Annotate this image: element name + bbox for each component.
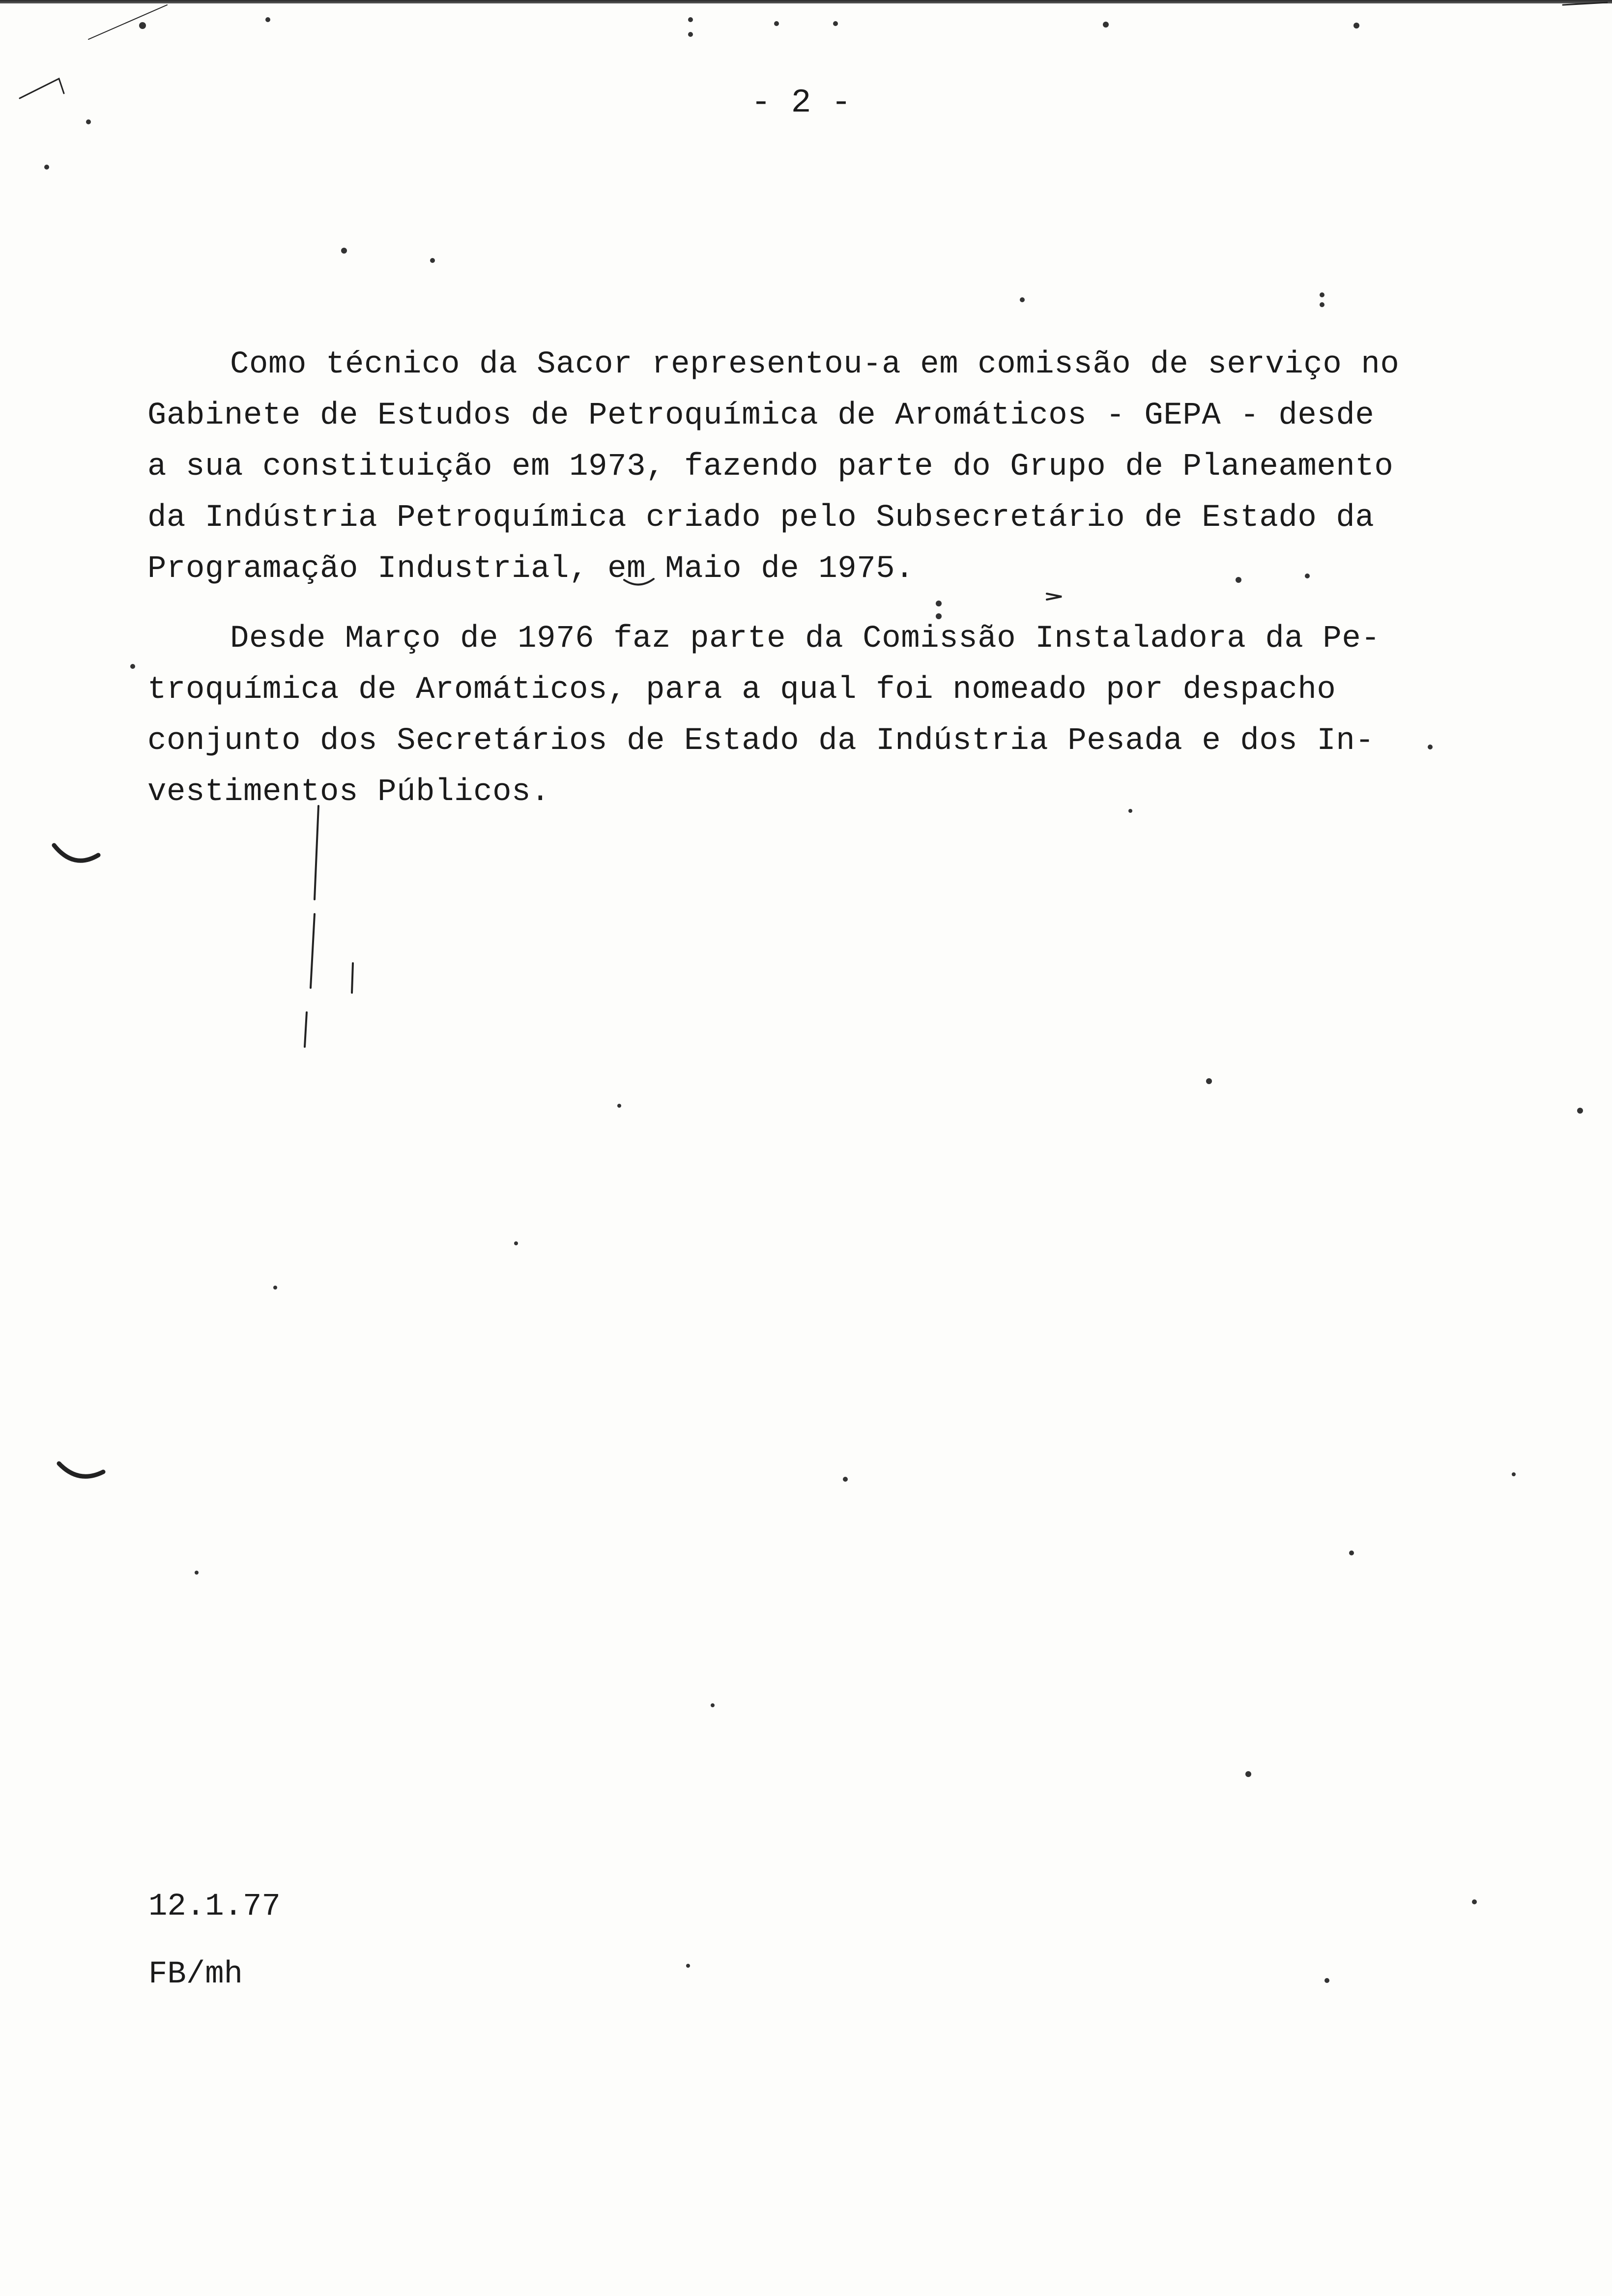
author-initials: FB/mh <box>148 1957 243 1992</box>
paragraph-line: Como técnico da Sacor representou-a em comissão de serviço no <box>230 347 1400 382</box>
document-date: 12.1.77 <box>148 1889 281 1924</box>
paragraph-career-sacor <box>147 339 1504 595</box>
paragraph-line: Desde Março de 1976 faz parte da Comissão Instaladora da Pe- <box>230 621 1381 657</box>
paragraph-line: Programação Industrial, em Maio de 1975. <box>147 551 915 587</box>
paragraph-line: da Indústria Petroquímica criado pelo Subsecretário de Estado da <box>147 500 1375 536</box>
paragraph-commission <box>147 613 1504 818</box>
paragraph-line: vestimentos Públicos. <box>147 775 550 810</box>
page-number: - 2 - <box>750 84 852 122</box>
paragraph-line: conjunto dos Secretários de Estado da Indústria Pesada e dos In- <box>147 723 1375 759</box>
paragraph-line: troquímica de Aromáticos, para a qual foi nomeado por despacho <box>147 672 1336 708</box>
paragraph-line: Gabinete de Estudos de Petroquímica de Aromáticos - GEPA - desde <box>147 398 1375 433</box>
paragraph-line: a sua constituição em 1973, fazendo parte do Grupo de Planeamento <box>147 449 1394 485</box>
